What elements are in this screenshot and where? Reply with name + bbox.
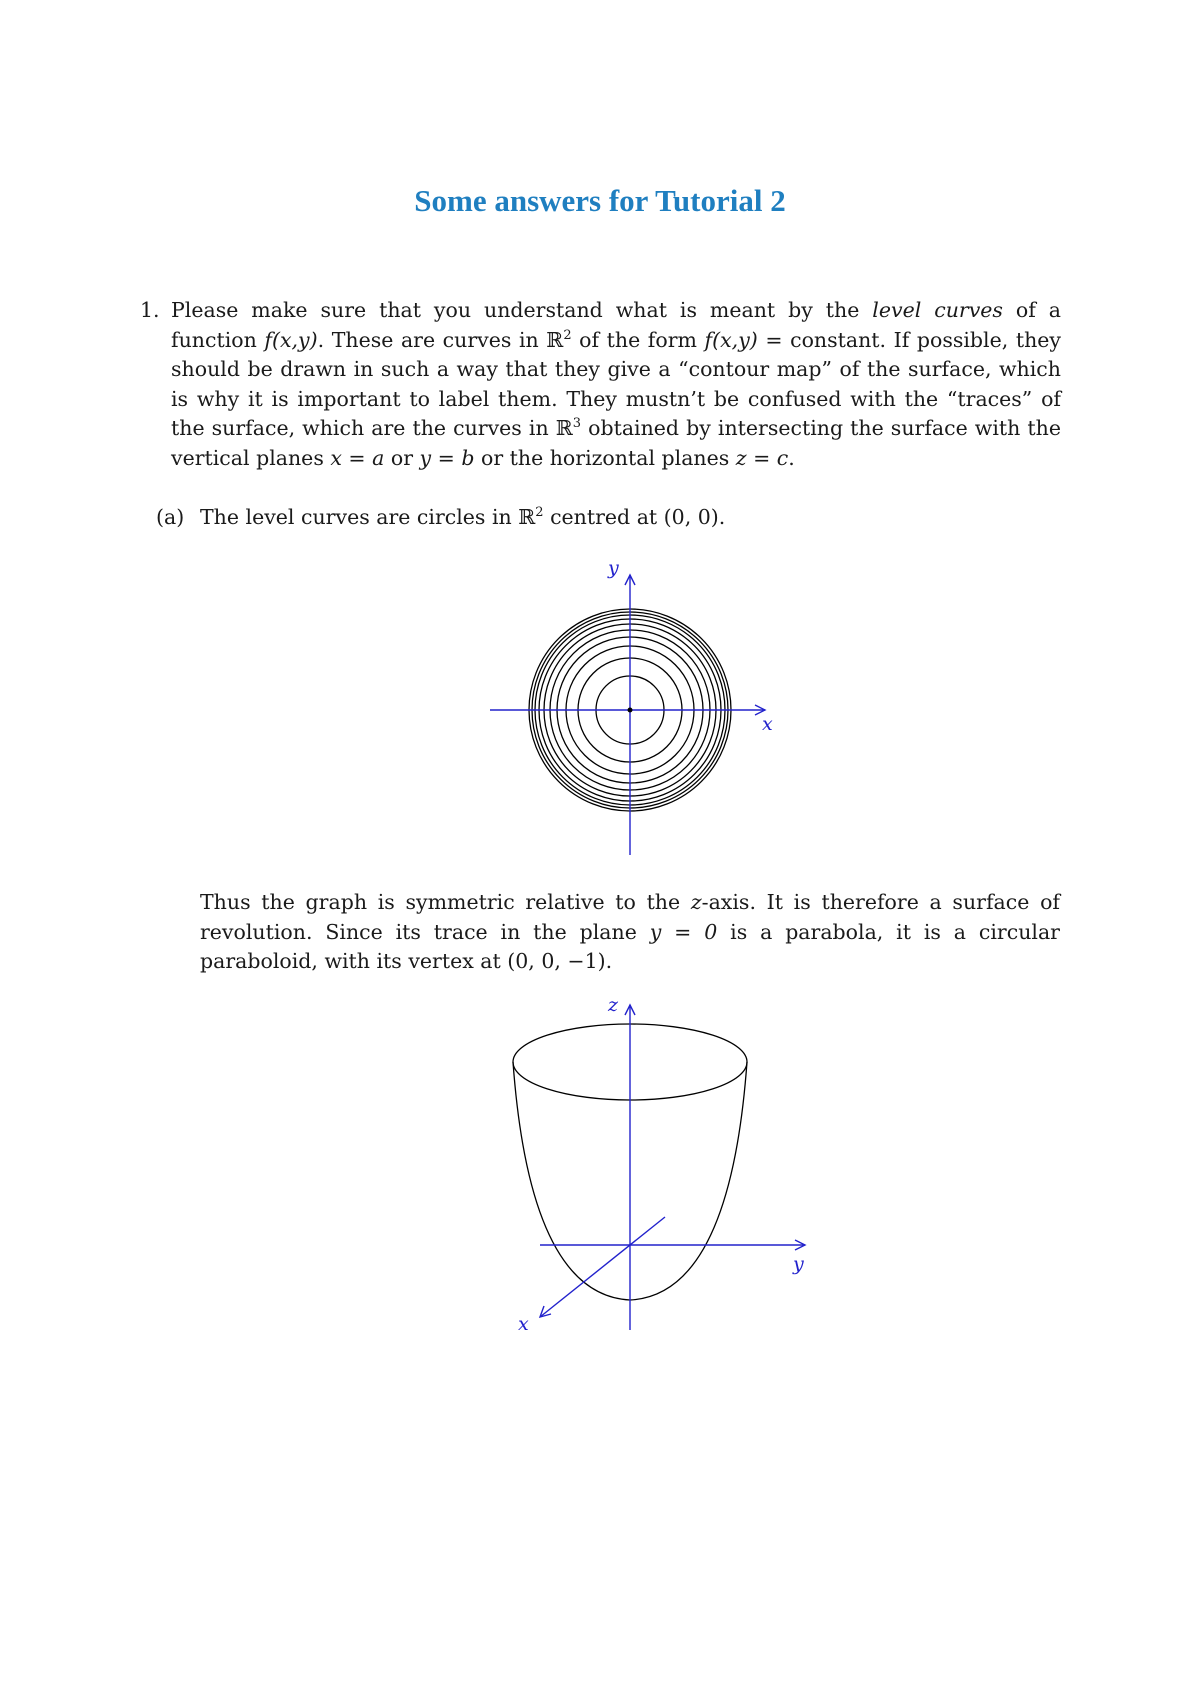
x-axis-label: x (518, 1313, 529, 1335)
origin-dot (628, 708, 633, 713)
x-axis-label: x (762, 713, 773, 735)
paraboloid-figure (500, 995, 820, 1340)
page-title: Some answers for Tutorial 2 (414, 183, 786, 218)
question-1-text: Please make sure that you understand what is meant by the level curves of a function f(x,y). These are curves in ℝ$^2$ of the form f(x,y) = constant. If possible, they should be drawn in such a way that they give a “contour map” of the surface, which is why it is important to label them. They mustn’t be confused with the “traces” of the surface, which are the curves in ℝ$^3$ obtained by intersecting the surface with the vertical planes x = a or y = b or the horizontal planes z = c. (171, 298, 1061, 470)
part-a-continuation: Thus the graph is symmetric relative to the z-axis. It is therefore a surface of revolution. Since its trace in the plane y = 0 is a parabola, it is a circular paraboloid, with its vertex at (0, 0, −1). (200, 890, 1061, 973)
z-axis-label: z (608, 995, 619, 1016)
x-axis (540, 1217, 665, 1317)
level-curves-figure (480, 555, 780, 855)
y-axis-label: y (608, 557, 619, 579)
part-a-text: The level curves are circles in ℝ$^2$ centred at (0, 0). (200, 505, 726, 529)
part-a-label: (a) (156, 505, 185, 529)
y-axis-label: y (793, 1253, 804, 1275)
question-number: 1. (140, 298, 160, 322)
